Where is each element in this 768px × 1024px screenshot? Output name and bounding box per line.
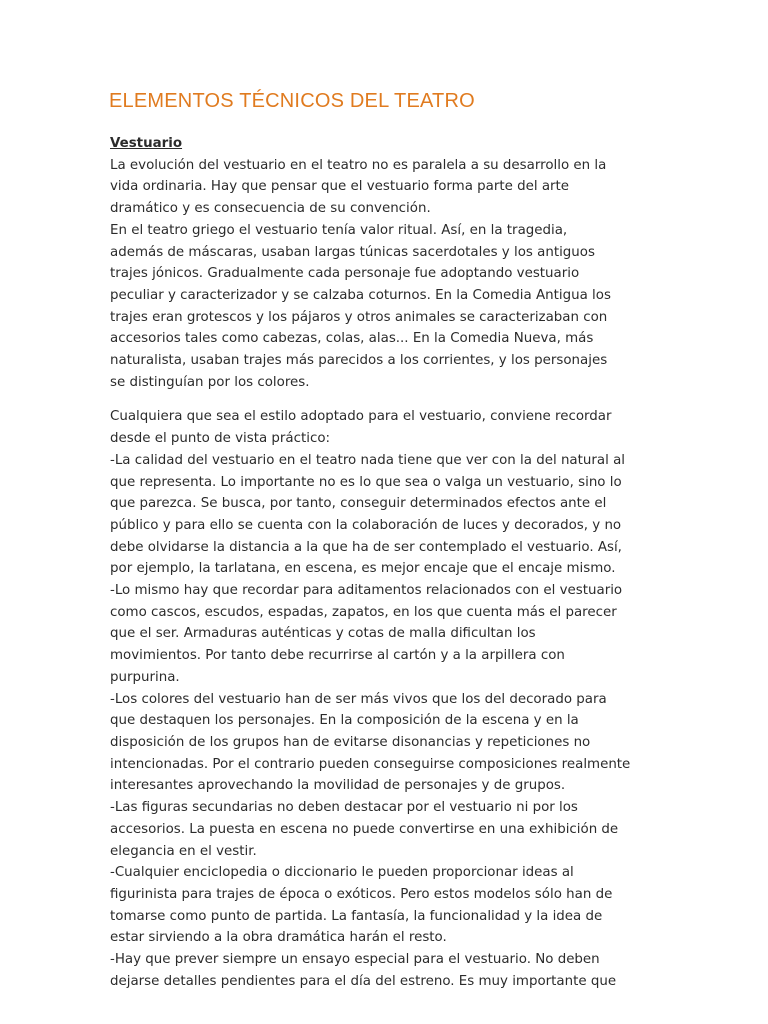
text-line: además de máscaras, usaban largas túnicas sacerdotales y los antiguos — [110, 244, 595, 260]
text-line: naturalista, usaban trajes más parecidos a los corrientes, y los personajes — [110, 353, 608, 369]
text-line: purpurina. — [110, 669, 180, 685]
paragraph-2 — [110, 406, 670, 992]
paragraph-1 — [110, 155, 670, 394]
text-line: dejarse detalles pendientes para el día del estreno. Es muy importante que — [110, 973, 617, 989]
text-line: vida ordinaria. Hay que pensar que el vestuario forma parte del arte — [110, 179, 570, 195]
text-line: por ejemplo, la tarlatana, en escena, es mejor encaje que el encaje mismo. — [110, 561, 616, 577]
text-line: estar sirviendo a la obra dramática harán el resto. — [110, 930, 447, 946]
text-line: desde el punto de vista práctico: — [110, 431, 331, 447]
text-line: público y para ello se cuenta con la colaboración de luces y decorados, y no — [110, 517, 622, 533]
text-line: accesorios tales como cabezas, colas, alas... En la Comedia Nueva, más — [110, 331, 594, 347]
text-line: -Hay que prever siempre un ensayo especial para el vestuario. No deben — [110, 952, 600, 968]
text-line: -Cualquier enciclopedia o diccionario le pueden proporcionar ideas al — [110, 865, 574, 881]
text-line: elegancia en el vestir. — [110, 843, 257, 859]
text-line: tomarse como punto de partida. La fantasía, la funcionalidad y la idea de — [110, 908, 603, 924]
paragraph-gap — [110, 393, 670, 406]
text-line: accesorios. La puesta en escena no puede convertirse en una exhibición de — [110, 821, 619, 837]
text-line: movimientos. Por tanto debe recurrirse al cartón y a la arpillera con — [110, 648, 565, 664]
text-line: que destaquen los personajes. En la composición de la escena y en la — [110, 713, 579, 729]
text-line: que el ser. Armaduras auténticas y cotas de malla dificultan los — [110, 626, 536, 642]
text-line: -Lo mismo hay que recordar para aditamentos relacionados con el vestuario — [110, 583, 623, 599]
text-line: se distinguían por los colores. — [110, 374, 310, 390]
text-line: -La calidad del vestuario en el teatro nada tiene que ver con la del natural al — [110, 452, 625, 468]
text-line: como cascos, escudos, espadas, zapatos, en los que cuenta más el parecer — [110, 604, 617, 620]
text-line: debe olvidarse la distancia a la que ha de ser contemplado el vestuario. Así, — [110, 539, 622, 555]
text-line: -Los colores del vestuario han de ser más vivos que los del decorado para — [110, 691, 607, 707]
text-line: que parezca. Se busca, por tanto, conseguir determinados efectos ante el — [110, 496, 607, 512]
text-line: que representa. Lo importante no es lo que sea o valga un vestuario, sino lo — [110, 474, 622, 490]
text-line: peculiar y caracterizador y se calzaba coturnos. En la Comedia Antigua los — [110, 287, 611, 303]
text-line: Cualquiera que sea el estilo adoptado para el vestuario, conviene recordar — [110, 409, 612, 425]
text-line: En el teatro griego el vestuario tenía valor ritual. Así, en la tragedia, — [110, 222, 568, 238]
text-line: interesantes aprovechando la movilidad de personajes y de grupos. — [110, 778, 566, 794]
text-line: intencionadas. Por el contrario pueden conseguirse composiciones realmente — [110, 756, 631, 772]
text-line: disposición de los grupos han de evitarse disonancias y repeticiones no — [110, 734, 591, 750]
text-line: La evolución del vestuario en el teatro no es paralela a su desarrollo en la — [110, 157, 607, 173]
text-line: -Las figuras secundarias no deben destacar por el vestuario ni por los — [110, 800, 578, 816]
text-line: trajes jónicos. Gradualmente cada personaje fue adoptando vestuario — [110, 266, 580, 282]
document-body — [110, 133, 670, 992]
text-line: dramático y es consecuencia de su convención. — [110, 201, 431, 217]
text-line: figurinista para trajes de época o exóticos. Pero estos modelos sólo han de — [110, 886, 613, 902]
document-title: ELEMENTOS TÉCNICOS DEL TEATRO — [109, 90, 475, 112]
section-heading: Vestuario — [110, 136, 183, 151]
text-line: trajes eran grotescos y los pájaros y otros animales se caracterizaban con — [110, 309, 608, 325]
